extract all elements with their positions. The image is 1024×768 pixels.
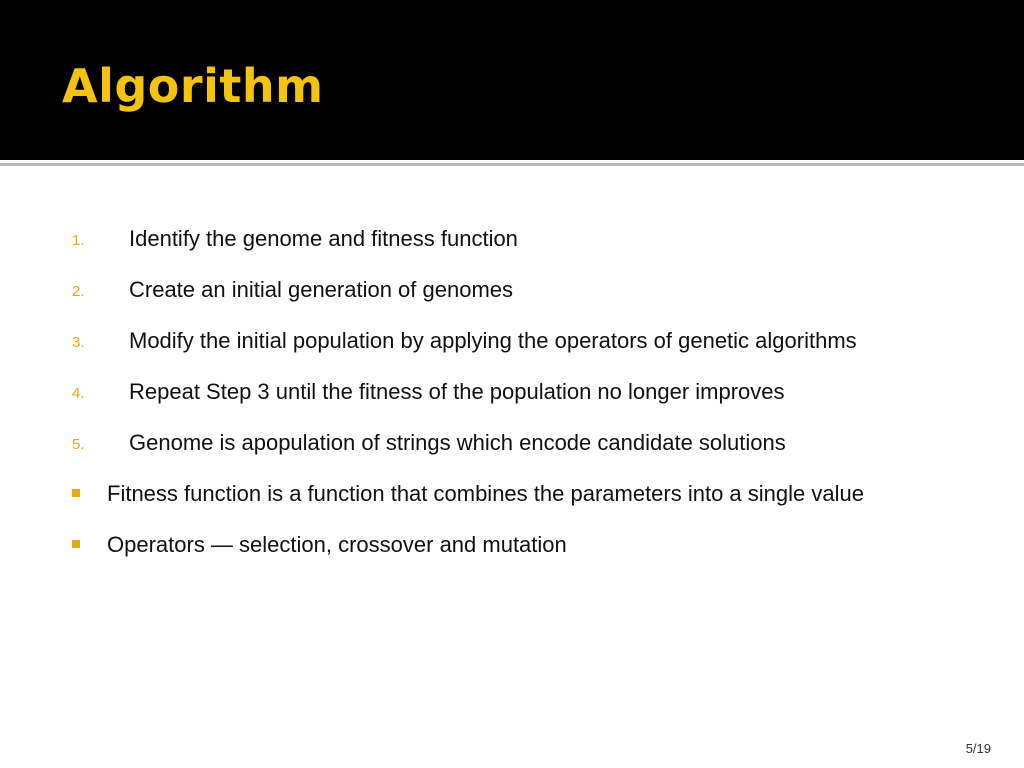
item-text: Genome is apopulation of strings which encode candidate solutions [129,430,786,455]
title-bar [0,0,1024,160]
bullet-item-1 [0,468,1000,519]
item-number: 1. [72,232,85,249]
item-number: 4. [72,385,85,402]
item-text: Modify the initial population by applying the operators of genetic algorithms [129,328,857,353]
title-divider [0,163,1024,166]
numbered-item-5 [0,417,1000,468]
item-number: 3. [72,334,85,351]
item-text: Create an initial generation of genomes [129,277,514,302]
numbered-item-1 [0,213,1000,264]
item-number: 5. [72,436,85,453]
item-text: Repeat Step 3 until the fitness of the population no longer improves [129,379,785,404]
bullet-text: Fitness function is a function that combines the parameters into a single value [107,481,864,506]
slide-content [0,213,1000,570]
bullet-item-2 [0,519,1000,570]
page-number: 5/19 [965,741,991,756]
item-number: 2. [72,283,85,300]
bullet-text: Operators — selection, crossover and mutation [107,532,567,557]
square-bullet-icon [72,489,80,497]
item-text: Identify the genome and fitness function [129,226,518,251]
numbered-item-4 [0,366,1000,417]
square-bullet-icon [72,540,80,548]
slide-title: Algorithm [62,59,324,113]
numbered-item-3 [0,315,1000,366]
numbered-item-2 [0,264,1000,315]
